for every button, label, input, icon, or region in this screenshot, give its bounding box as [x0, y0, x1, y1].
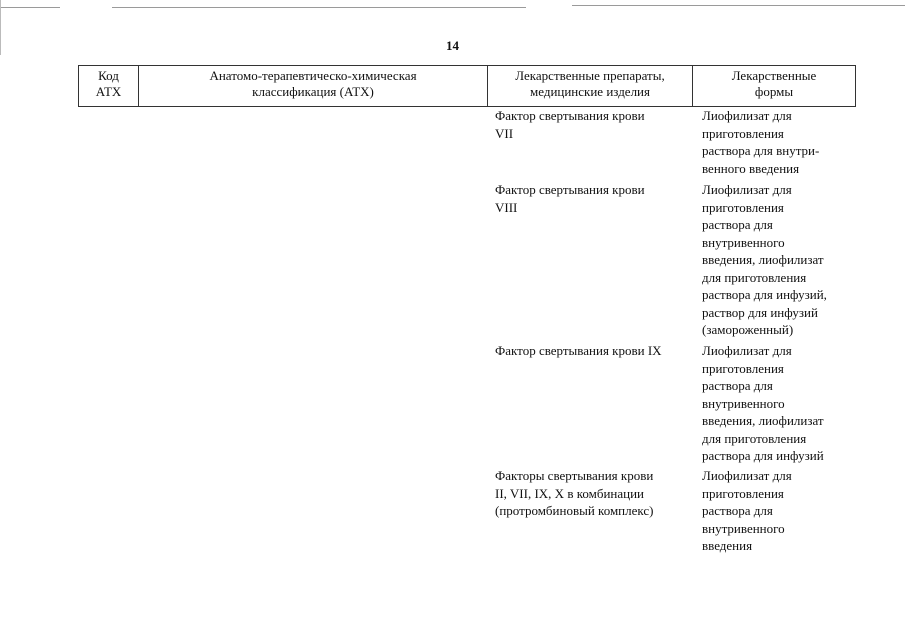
table-header: [78, 65, 856, 107]
header-drugs-devices: Лекарственные препараты, медицинские изделия: [488, 66, 693, 107]
drug-name: Фактор свертывания крови IX: [495, 343, 662, 358]
header-dosage-forms: Лекарственные формы: [693, 66, 856, 107]
drug-name: Фактор свертывания крови VIII: [495, 182, 645, 215]
header-code-atx: Код АТХ: [79, 66, 139, 107]
scan-edge-line: [112, 7, 526, 8]
scan-edge-line: [572, 5, 905, 6]
dosage-form: Лиофилизат для приготовления раствора для внутривенного введения: [702, 468, 792, 553]
drug-name: Факторы свертывания крови II, VII, IX, X в комбинации (протромбиновый комплекс): [495, 468, 654, 518]
dosage-form: Лиофилизат для приготовления раствора для внутри- венного введения: [702, 108, 820, 176]
drug-name: Фактор свертывания крови VII: [495, 108, 645, 141]
dosage-form: Лиофилизат для приготовления раствора для внутривенного введения, лиофилизат для приготовления раствора для инфузий, раствор для инфузий (замороженный): [702, 182, 827, 337]
header-atx-classification: Анатомо-терапевтическо-химическая классификация (АТХ): [139, 66, 488, 107]
dosage-form: Лиофилизат для приготовления раствора для внутривенного введения, лиофилизат для приготовления раствора для инфузий: [702, 343, 824, 463]
scan-edge-line: [0, 7, 60, 8]
page-number: 14: [446, 38, 459, 53]
